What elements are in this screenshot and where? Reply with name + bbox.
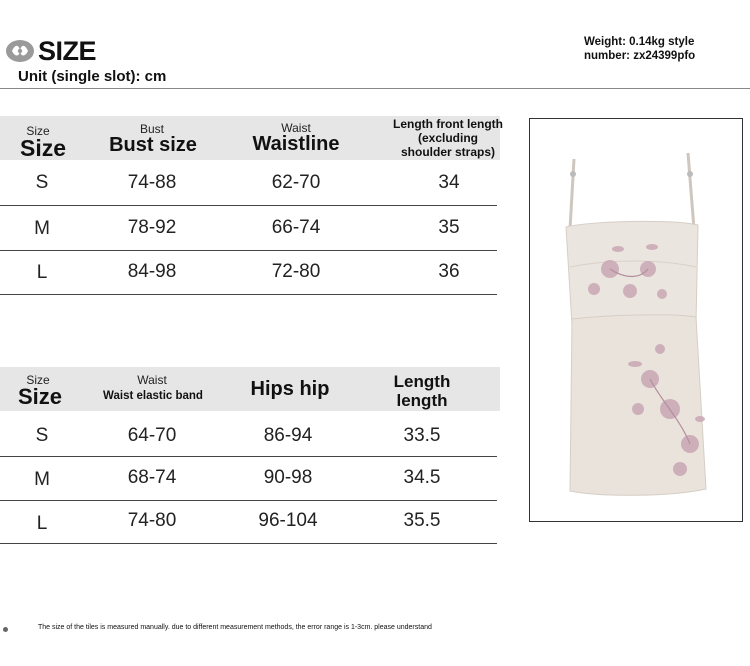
dress-illustration [530,119,742,521]
table1-cell: M [34,218,50,239]
table1-cell: 34 [438,172,460,193]
table1-cell: L [36,262,48,283]
table1-header-bust: Bust size [109,134,197,156]
table1-cell: S [35,172,49,193]
table2-header-size: Size [17,384,63,409]
table2-cell: 96-104 [258,510,318,531]
table1-header-waist-small: Waist [281,121,311,135]
table2-header-waist-band: Waist elastic band [103,390,203,402]
table1-cell: 62-70 [271,172,321,193]
unit-label: Unit (single slot): cm [18,68,167,85]
header-divider [0,88,750,89]
table1-row-divider [0,294,497,295]
bullet-dot [3,627,8,632]
table1-header-size-small: Size [26,124,50,138]
table1-cell: 78-92 [127,217,177,238]
table1-header-bust-small: Bust [139,122,164,136]
page-title: SIZE [38,36,97,66]
table1-row-divider [0,205,497,206]
table2-row-divider [0,456,497,457]
table2-cell: 86-94 [263,425,313,446]
table1-cell: 36 [438,261,460,282]
table2-cell: M [34,469,50,490]
table2-row-divider [0,543,497,544]
table2-cell: 33.5 [403,425,441,446]
table1-cell: 72-80 [271,261,321,282]
table2-row-divider [0,500,497,501]
table2-cell: 64-70 [127,425,177,446]
table1-header-length: Length front length (excluding shoulder straps) [393,117,503,159]
table1-header-size: Size [19,135,67,161]
table2-header-hips: Hips hip [250,378,330,400]
table2-cell: 35.5 [403,510,441,531]
table2-header-waist-small: Waist [137,373,167,387]
table2-cell: 34.5 [403,467,441,488]
weight-style-info [584,35,744,63]
table1-cell: 74-88 [127,172,177,193]
table2-cell: L [36,513,48,534]
table1-row-divider [0,250,497,251]
product-photo [529,118,743,522]
table2-header-size-small: Size [26,373,50,387]
table2-cell: 74-80 [127,510,177,531]
footer-note: The size of the tiles is measured manually. due to different measurement methods, the error range is 1-3cm. please understand [38,624,432,631]
table2-cell: 68-74 [127,467,177,488]
table2-cell: 90-98 [263,467,313,488]
table1-cell: 66-74 [271,217,321,238]
weight-line: Weight: 0.14kg style [584,36,695,48]
style-number-line: number: zx24399pfo [584,50,696,62]
table1-header-waistline: Waistline [252,133,340,155]
table1-cell: 35 [438,217,460,238]
table2-header-length: Length length [393,372,451,410]
table1-cell: 84-98 [127,261,177,282]
brand-logo-icon [5,38,35,64]
table2-cell: S [35,425,49,446]
